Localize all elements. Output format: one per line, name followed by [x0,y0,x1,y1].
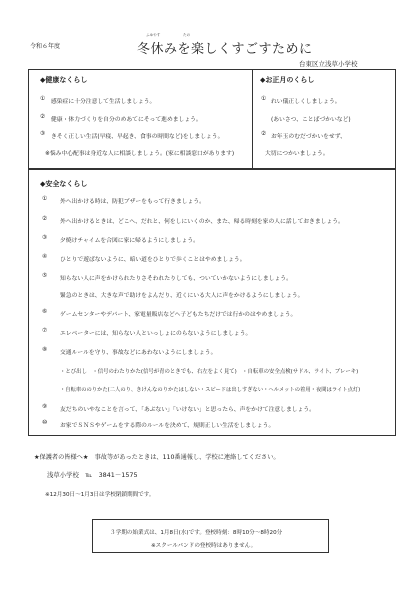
safety-item-10: お家でＳＮＳやゲームをする際のルールを決めて、規則正しい生活をしましょう。 [60,423,275,429]
school-name: 台東区立浅草小学校 [299,60,358,68]
safety-item-num-4: ④ [42,254,48,260]
safety-item-num-2: ② [42,216,48,222]
safety-item-2: 外へ出かけるときは、どこへ、だれと、何をしにいくのか、また、帰る時刻を家の人に話しておきましょう。 [60,219,344,225]
newyear-item-1-detail: (あいさつ、ことばづかいなど) [271,117,351,123]
safety-item-num-7: ⑦ [42,328,48,334]
safety-section-title: ◆安全なくらし [40,180,88,188]
safety-item-8-detail-1: ・とび出し ・信号のわたりかた(信号が青のときでも、右左をよく見て) ・自転車の安全点検(サドル、ライト、ブレーキ) [60,369,359,375]
guardian-notice: ★保護者の皆様へ★ 事故等があったときは、110番通報し、学校に連絡してください。 [34,454,280,461]
title-furigana-1: ふゆやす [146,33,161,37]
health-note: ※悩み中心配事は身近な人に相談しましょう。(家に相談窓口があります) [45,151,235,157]
health-item-3: きそく正しい生活(早寝、早起き、食事の時間など)をしましょう。 [51,134,224,140]
page-title: 冬休みを楽しくすごすために [137,42,313,57]
box-divider [252,69,253,169]
safety-item-num-6: ⑥ [42,309,48,315]
health-item-2: 健康・体力づくりを自分のめあてにそって進めましょう。 [51,117,202,123]
safety-item-num-9: ⑨ [42,404,48,410]
newyear-section-title: ◆お正月のくらし [260,76,315,84]
school-year-label: 令和６年度 [30,43,61,50]
safety-item-4: ひとりで遊ばないように、暗い道をひとりで歩くことはやめましょう。 [60,257,246,263]
safety-box [28,169,396,436]
newyear-item-num-1: ① [261,96,267,102]
safety-item-7: エレベーターには、知らない人といっしょにのらないようにしましょう。 [60,331,252,337]
newyear-item-1: れい儀正しくしましょう。 [271,99,341,105]
health-item-num-1: ① [40,96,46,102]
newyear-item-2-detail: 大切につかいましょう。 [265,151,329,157]
safety-item-num-3: ③ [42,235,48,241]
health-item-num-3: ③ [40,131,46,137]
safety-item-num-1: ① [42,196,48,202]
newyear-item-2: お年玉のむだづかいをせず、 [271,134,346,140]
title-furigana-2: たの [183,33,191,37]
safety-item-8: 交通ルールを守り、事故などにあわないようにしましょう。 [60,350,217,356]
school-band-note: ※スクールバンドの登校時はありません。 [151,543,257,549]
third-term-notice-box [92,519,329,553]
safety-item-5-detail: 緊急のときは、大きな声で助けをよんだり、近くにいる大人に声をかけるようにしましょう。 [60,293,304,299]
health-section-title: ◆健康なくらし [40,76,88,84]
safety-item-3: 夕焼けチャイムを合図に家に帰るようにしましょう。 [60,238,199,244]
third-term-start-info: ３学期の始業式は、1月8日(水)です。登校時刻：8時10分～8時20分 [110,530,283,536]
safety-item-6: ゲームセンターやデパート、家電量販店などへ子どもたちだけでは行かのはやめましょう。 [60,312,297,318]
safety-item-num-8: ⑧ [42,347,48,353]
safety-item-8-detail-2: ・自転車ののりかた(二人のり、きけんなのりかたはしない・スピードは出しすぎない・ヘルメットの着用・夜間はライト点灯) [60,387,361,393]
health-item-1: 感染症に十分注意して生活しましょう。 [51,99,156,105]
safety-item-1: 外へ出かける時は、防犯ブザーをもって行きましょう。 [60,199,205,205]
school-phone: 浅草小学校 ℡ 3841－1575 [47,471,138,479]
safety-item-5: 知らない人に声をかけられたりさそわれたりしても、ついていかないようにしましょう。 [60,276,292,282]
closure-note: ※12月30日～1月3日は学校閉鎖期間です。 [45,492,155,498]
safety-item-9: 友だちのいやなことを言って、「あぶない」「いけない」と思ったら、声をかけて注意しましょう。 [60,407,315,413]
health-item-num-2: ② [40,114,46,120]
safety-item-num-10: ⑩ [42,420,48,426]
newyear-item-num-2: ② [261,131,267,137]
safety-item-num-5: ⑤ [42,273,48,279]
